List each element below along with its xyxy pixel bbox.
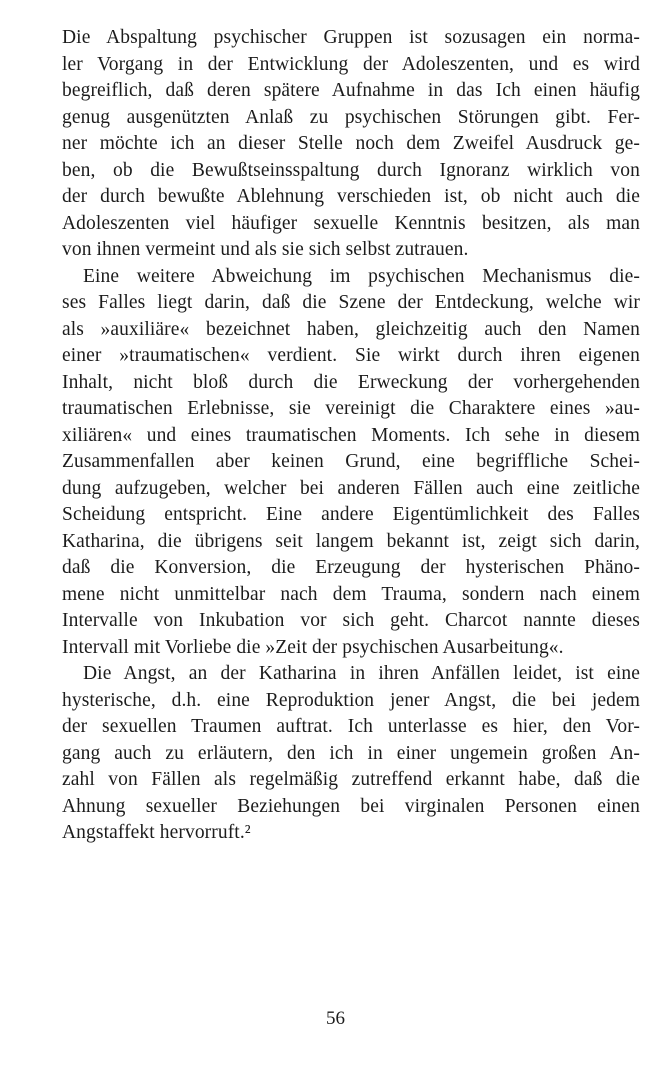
text-line: von ihnen vermeint und als sie sich selbst zutrauen. — [62, 239, 469, 260]
text-line: Scheidung entspricht. Eine andere Eigentümlichkeit des Falles — [62, 504, 640, 525]
text-line: hysterische, d.h. eine Reproduktion jener Angst, die bei jedem — [62, 689, 640, 711]
text-line: Inhalt, nicht bloß durch die Erweckung der vorhergehenden — [62, 371, 640, 393]
text-line: traumatischen Erlebnisse, sie vereinigt die Charaktere eines »au- — [62, 398, 640, 419]
text-line: der sexuellen Traumen auftrat. Ich unterlasse es hier, den Vor- — [62, 716, 640, 737]
text-line: Intervalle von Inkubation vor sich geht. Charcot nannte dieses — [62, 610, 640, 631]
text-line: ler Vorgang in der Entwicklung der Adoleszenten, und es wird — [62, 53, 640, 75]
paragraph-1 — [62, 25, 640, 264]
page-number: 56 — [326, 1008, 345, 1029]
text-line: Zusammenfallen aber keinen Grund, eine begriffliche Schei- — [62, 451, 640, 472]
page-body — [62, 25, 640, 847]
text-line: ses Falles liegt darin, daß die Szene der Entdeckung, welche wir — [62, 292, 640, 313]
text-line: Angstaffekt hervorruft.² — [62, 822, 251, 843]
text-line: ner möchte ich an dieser Stelle noch dem Zweifel Ausdruck ge- — [62, 133, 640, 154]
text-line: Intervall mit Vorliebe die »Zeit der psychischen Ausarbeitung«. — [62, 636, 564, 658]
text-line: Katharina, die übrigens seit langem bekannt ist, zeigt sich darin, — [62, 530, 640, 552]
text-line: genug ausgenützten Anlaß zu psychischen Störungen gibt. Fer- — [62, 106, 640, 128]
text-line: xiliären« und eines traumatischen Moments. Ich sehe in diesem — [62, 424, 640, 446]
text-line: Die Abspaltung psychischer Gruppen ist sozusagen ein norma- — [62, 27, 640, 48]
text-line: mene nicht unmittelbar nach dem Trauma, sondern nach einem — [62, 583, 640, 605]
text-line: der durch bewußte Ablehnung verschieden ist, ob nicht auch die — [62, 186, 640, 207]
text-line: Die Angst, an der Katharina in ihren Anfällen leidet, ist eine — [83, 663, 640, 684]
text-line: Ahnung sexueller Beziehungen bei virginalen Personen einen — [62, 795, 640, 817]
text-line: zahl von Fällen als regelmäßig zutreffend erkannt habe, daß die — [62, 769, 640, 790]
text-line: daß die Konversion, die Erzeugung der hysterischen Phäno- — [62, 557, 640, 578]
text-line: gang auch zu erläutern, den ich in einer ungemein großen An- — [62, 742, 640, 764]
text-line: Adoleszenten viel häufiger sexuelle Kenntnis besitzen, als man — [62, 212, 640, 234]
text-line: ben, ob die Bewußtseinsspaltung durch Ignoranz wirklich von — [62, 159, 640, 181]
text-line: begreiflich, daß deren spätere Aufnahme in das Ich einen häufig — [62, 80, 640, 101]
text-line: einer »traumatischen« verdient. Sie wirkt durch ihren eigenen — [62, 345, 640, 366]
text-line: als »auxiliäre« bezeichnet haben, gleichzeitig auch den Namen — [62, 318, 640, 340]
paragraph-2 — [62, 264, 640, 662]
text-line: Eine weitere Abweichung im psychischen Mechanismus die- — [83, 265, 640, 287]
text-line: dung aufzugeben, welcher bei anderen Fällen auch eine zeitliche — [62, 477, 640, 499]
paragraph-3 — [62, 661, 640, 847]
